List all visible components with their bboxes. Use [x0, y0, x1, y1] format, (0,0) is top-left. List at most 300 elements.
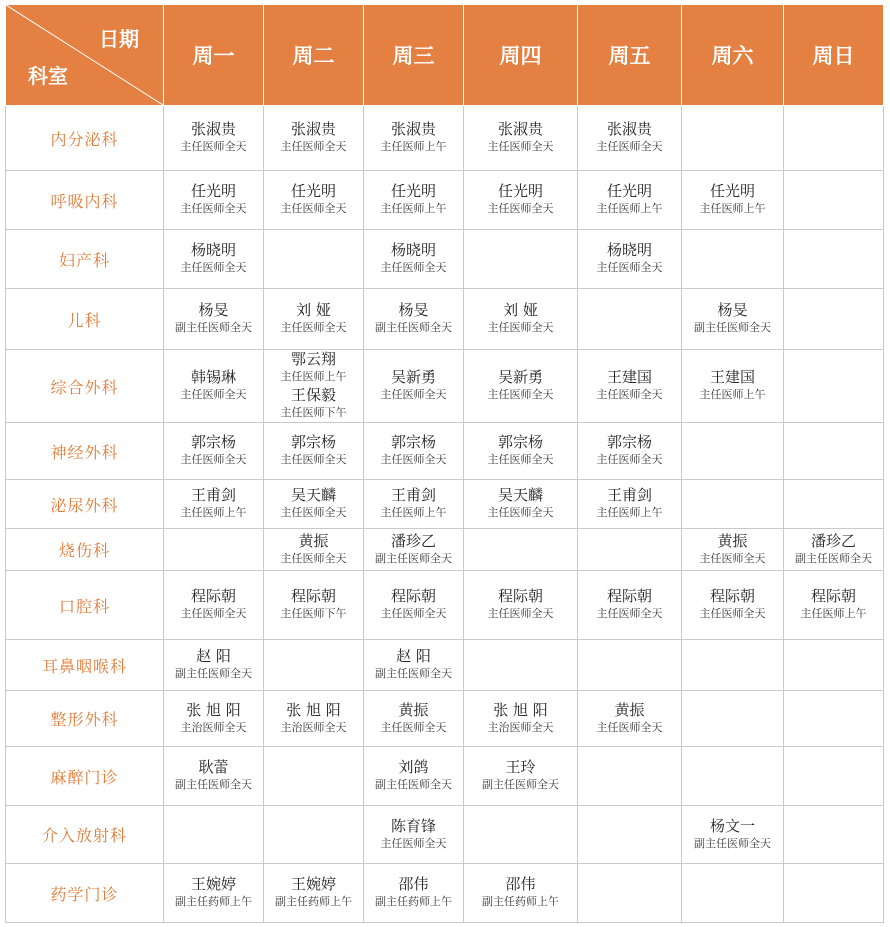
doctor-name: 吴新勇	[497, 368, 543, 386]
day-header-tue: 周二	[264, 5, 364, 106]
doctor-entry	[364, 647, 463, 683]
doctor-entry	[364, 182, 463, 218]
doctor-name: 赵 阳	[196, 647, 231, 665]
doctor-entry	[364, 875, 463, 911]
dept-cell: 综合外科	[6, 350, 164, 423]
doctor-title-session: 主任医师全天	[487, 506, 554, 519]
schedule-cell	[784, 864, 884, 923]
schedule-cell	[464, 864, 578, 923]
doctor-entry	[682, 368, 783, 404]
doctor-title-session: 副主任医师全天	[482, 778, 559, 791]
schedule-cell	[264, 571, 364, 640]
schedule-cell	[364, 106, 464, 171]
schedule-cell	[784, 747, 884, 806]
doctor-title-session: 主任医师上午	[596, 506, 663, 519]
doctor-title-session: 主任医师全天	[180, 453, 247, 466]
doctor-entry	[464, 120, 577, 156]
doctor-name: 王婉婷	[290, 875, 336, 893]
doctor-title-session: 副主任医师全天	[175, 667, 252, 680]
header-row	[6, 5, 884, 106]
doctor-entry	[464, 587, 577, 623]
schedule-cell	[464, 350, 578, 423]
schedule-cell	[578, 529, 682, 571]
day-header-sun: 周日	[784, 5, 884, 106]
doctor-title-session: 副主任药师上午	[175, 895, 252, 908]
doctor-name: 张淑贵	[606, 120, 652, 138]
dept-cell: 神经外科	[6, 423, 164, 480]
doctor-name: 杨晓明	[606, 241, 652, 259]
doctor-title-session: 主任医师上午	[380, 202, 447, 215]
doctor-entry	[784, 587, 883, 623]
doctor-title-session: 主任医师全天	[596, 388, 663, 401]
doctor-title-session: 副主任药师上午	[275, 895, 352, 908]
schedule-cell	[682, 350, 784, 423]
doctor-title-session: 主任医师全天	[699, 551, 766, 565]
doctor-title-session: 主任医师全天	[380, 261, 447, 274]
doctor-name: 任光明	[290, 182, 336, 200]
doctor-entry	[364, 587, 463, 623]
schedule-cell	[364, 350, 464, 423]
day-header-sat: 周六	[682, 5, 784, 106]
doctor-name: 程际朝	[810, 587, 856, 605]
doctor-entry	[164, 486, 263, 522]
doctor-name: 郭宗杨	[497, 433, 543, 451]
doctor-entry	[364, 758, 463, 794]
doctor-name: 程际朝	[606, 587, 652, 605]
doctor-title-session: 主治医师全天	[487, 720, 554, 734]
schedule-cell	[164, 289, 264, 350]
schedule-cell	[164, 230, 264, 289]
doctor-name: 张淑贵	[290, 120, 336, 138]
schedule-cell	[784, 171, 884, 230]
doctor-name: 潘珍乙	[810, 531, 856, 550]
doctor-entry	[264, 486, 363, 522]
schedule-cell	[264, 423, 364, 480]
doctor-name: 杨旻	[398, 301, 429, 319]
doctor-name: 王玲	[505, 758, 536, 776]
schedule-cell	[364, 230, 464, 289]
doctor-name: 郭宗杨	[190, 433, 236, 451]
doctor-name: 程际朝	[709, 587, 755, 605]
doctor-title-session: 主任医师全天	[380, 388, 447, 401]
doctor-title-session: 副主任医师全天	[375, 321, 452, 334]
doctor-title-session: 主任医师上午	[380, 506, 447, 519]
doctor-title-session: 主任医师全天	[699, 607, 766, 620]
doctor-entry	[364, 532, 463, 568]
doctor-entry	[464, 301, 577, 337]
schedule-cell	[164, 171, 264, 230]
doctor-name: 张 旭 阳	[186, 700, 241, 719]
doctor-entry	[164, 758, 263, 794]
dept-cell: 内分泌科	[6, 106, 164, 171]
dept-cell: 儿科	[6, 289, 164, 350]
table-row	[6, 106, 884, 171]
doctor-entry	[164, 301, 263, 337]
doctor-entry	[364, 701, 463, 737]
schedule-cell	[578, 106, 682, 171]
schedule-cell	[364, 691, 464, 747]
schedule-cell	[264, 480, 364, 529]
table-row	[6, 480, 884, 529]
doctor-entry	[164, 587, 263, 623]
schedule-cell	[264, 230, 364, 289]
schedule-cell	[578, 571, 682, 640]
schedule-cell	[264, 806, 364, 864]
table-row	[6, 640, 884, 691]
schedule-cell	[682, 571, 784, 640]
doctor-entry	[682, 587, 783, 623]
doctor-name: 黄振	[398, 700, 429, 719]
schedule-cell	[682, 480, 784, 529]
doctor-title-session: 副主任医师全天	[795, 551, 872, 565]
schedule-cell	[364, 529, 464, 571]
doctor-name: 张淑贵	[497, 120, 543, 138]
schedule-cell	[164, 571, 264, 640]
doctor-name: 刘鸽	[398, 758, 429, 776]
doctor-title-session: 主任医师全天	[596, 720, 663, 734]
schedule-cell	[264, 171, 364, 230]
doctor-entry	[464, 182, 577, 218]
doctor-title-session: 主任医师全天	[596, 261, 663, 274]
table-row	[6, 289, 884, 350]
schedule-cell	[364, 640, 464, 691]
doctor-entry	[464, 875, 577, 911]
doctor-entry	[264, 875, 363, 911]
doctor-entry	[264, 587, 363, 623]
doctor-name: 郭宗杨	[390, 433, 436, 451]
doctor-entry	[464, 433, 577, 469]
schedule-cell	[264, 350, 364, 423]
schedule-cell	[464, 529, 578, 571]
table-row	[6, 529, 884, 571]
doctor-title-session: 主任医师全天	[380, 453, 447, 466]
doctor-title-session: 主任医师全天	[596, 140, 663, 153]
doctor-name: 陈育锋	[390, 816, 436, 835]
doctor-title-session: 主任医师全天	[596, 453, 663, 466]
schedule-cell	[784, 480, 884, 529]
dept-cell: 妇产科	[6, 230, 164, 289]
dept-cell: 整形外科	[6, 691, 164, 747]
doctor-name: 杨晓明	[190, 241, 236, 259]
doctor-title-session: 主任医师全天	[280, 140, 347, 153]
schedule-cell	[682, 806, 784, 864]
doctor-title-session: 主任医师全天	[487, 140, 554, 153]
schedule-cell	[578, 171, 682, 230]
schedule-cell	[784, 691, 884, 747]
schedule-cell	[464, 571, 578, 640]
schedule-cell	[578, 747, 682, 806]
schedule-cell	[264, 106, 364, 171]
doctor-name: 任光明	[497, 182, 543, 200]
day-header-wed: 周三	[364, 5, 464, 106]
schedule-cell	[364, 423, 464, 480]
doctor-title-session: 主任医师全天	[280, 506, 347, 519]
doctor-entry	[164, 241, 263, 277]
day-header-mon: 周一	[164, 5, 264, 106]
schedule-cell	[682, 230, 784, 289]
schedule-cell	[682, 289, 784, 350]
schedule-cell	[364, 480, 464, 529]
schedule-cell	[682, 640, 784, 691]
doctor-entry	[364, 486, 463, 522]
table-row	[6, 806, 884, 864]
schedule-cell	[578, 350, 682, 423]
doctor-title-session: 主治医师全天	[180, 720, 247, 734]
doctor-entry	[464, 701, 577, 737]
doctor-title-session: 主任医师全天	[487, 607, 554, 620]
schedule-cell	[784, 640, 884, 691]
doctor-name: 杨旻	[198, 301, 229, 319]
schedule-cell	[784, 350, 884, 423]
schedule-cell	[784, 289, 884, 350]
doctor-title-session: 主任医师全天	[180, 607, 247, 620]
doctor-title-session: 副主任药师上午	[482, 895, 559, 908]
schedule-cell	[682, 864, 784, 923]
doctor-title-session: 主任医师上午	[380, 140, 447, 153]
doctor-name: 刘 娅	[503, 301, 538, 319]
schedule-cell	[264, 747, 364, 806]
schedule-cell	[264, 691, 364, 747]
doctor-entry	[164, 647, 263, 683]
doctor-name: 赵 阳	[396, 647, 431, 665]
doctor-title-session: 主任医师全天	[487, 202, 554, 215]
schedule-cell	[164, 747, 264, 806]
doctor-name: 吴天麟	[497, 486, 543, 504]
table-row	[6, 571, 884, 640]
dept-cell: 药学门诊	[6, 864, 164, 923]
doctor-title-session: 主任医师全天	[380, 720, 447, 734]
schedule-cell	[464, 423, 578, 480]
schedule-cell	[364, 864, 464, 923]
doctor-title-session: 主治医师全天	[280, 720, 347, 734]
doctor-name: 王建国	[709, 368, 755, 386]
doctor-title-session: 副主任药师上午	[375, 895, 452, 908]
doctor-name: 黄振	[614, 700, 645, 719]
doctor-title-session: 主任医师全天	[280, 321, 347, 334]
doctor-title-session: 主任医师全天	[280, 202, 347, 215]
doctor-name: 王甫剑	[190, 486, 236, 504]
doctor-entry	[578, 587, 681, 623]
schedule-cell	[164, 864, 264, 923]
doctor-name: 王甫剑	[390, 486, 436, 504]
schedule-cell	[464, 747, 578, 806]
schedule-cell	[682, 171, 784, 230]
doctor-entry	[364, 301, 463, 337]
doctor-name: 任光明	[190, 182, 236, 200]
doctor-title-session: 主任医师下午	[280, 406, 347, 419]
doctor-title-session: 主任医师全天	[280, 551, 347, 565]
dept-cell: 麻醉门诊	[6, 747, 164, 806]
doctor-entry	[264, 386, 363, 422]
doctor-title-session: 主任医师全天	[487, 321, 554, 334]
doctor-entry	[164, 368, 263, 404]
doctor-title-session: 主任医师上午	[699, 388, 766, 401]
doctor-name: 王建国	[606, 368, 652, 386]
table-row	[6, 691, 884, 747]
doctor-title-session: 主任医师上午	[596, 202, 663, 215]
doctor-title-session: 主任医师全天	[180, 202, 247, 215]
doctor-title-session: 副主任医师全天	[694, 836, 771, 850]
doctor-title-session: 主任医师上午	[699, 202, 766, 215]
schedule-cell	[784, 529, 884, 571]
schedule-cell	[464, 171, 578, 230]
schedule-cell	[164, 640, 264, 691]
doctor-name: 黄振	[298, 531, 329, 550]
doctor-entry	[364, 433, 463, 469]
doctor-title-session: 主任医师上午	[180, 506, 247, 519]
schedule-cell	[784, 106, 884, 171]
doctor-name: 黄振	[717, 531, 748, 550]
doctor-entry	[364, 368, 463, 404]
doctor-name: 程际朝	[190, 587, 236, 605]
doctor-title-session: 副主任医师全天	[175, 321, 252, 334]
doctor-name: 杨旻	[717, 301, 748, 319]
doctor-title-session: 主任医师下午	[280, 607, 347, 620]
doctor-entry	[164, 182, 263, 218]
schedule-cell	[682, 423, 784, 480]
doctor-name: 王保毅	[290, 386, 336, 404]
doctor-name: 程际朝	[390, 587, 436, 605]
doctor-entry	[464, 486, 577, 522]
doctor-entry	[578, 433, 681, 469]
doctor-entry	[364, 241, 463, 277]
doctor-title-session: 副主任医师全天	[694, 321, 771, 334]
doctor-title-session: 主任医师全天	[596, 607, 663, 620]
doctor-name: 耿蕾	[198, 758, 229, 776]
doctor-title-session: 主任医师上午	[800, 607, 867, 620]
doctor-name: 吴天麟	[290, 486, 336, 504]
doctor-entry	[464, 758, 577, 794]
schedule-cell	[682, 106, 784, 171]
doctor-name: 王婉婷	[190, 875, 236, 893]
schedule-cell	[164, 806, 264, 864]
schedule-cell	[578, 480, 682, 529]
schedule-table	[5, 4, 884, 923]
dept-cell: 呼吸内科	[6, 171, 164, 230]
schedule-cell	[464, 691, 578, 747]
doctor-name: 任光明	[390, 182, 436, 200]
doctor-title-session: 副主任医师全天	[375, 551, 452, 565]
doctor-entry	[578, 120, 681, 156]
schedule-cell	[264, 529, 364, 571]
doctor-entry	[264, 182, 363, 218]
doctor-title-session: 主任医师全天	[280, 453, 347, 466]
doctor-name: 张 旭 阳	[286, 700, 341, 719]
schedule-cell	[578, 691, 682, 747]
doctor-name: 张淑贵	[190, 120, 236, 138]
table-row	[6, 171, 884, 230]
schedule-cell	[682, 691, 784, 747]
doctor-entry	[164, 433, 263, 469]
corner-header	[6, 5, 164, 106]
dept-cell: 烧伤科	[6, 529, 164, 571]
doctor-entry	[682, 532, 783, 568]
doctor-name: 任光明	[606, 182, 652, 200]
dept-cell: 泌尿外科	[6, 480, 164, 529]
schedule-cell	[364, 747, 464, 806]
doctor-name: 杨文一	[709, 816, 755, 835]
schedule-cell	[578, 806, 682, 864]
table-row	[6, 423, 884, 480]
doctor-name: 程际朝	[290, 587, 336, 605]
doctor-name: 张淑贵	[390, 120, 436, 138]
doctor-name: 鄂云翔	[290, 350, 336, 368]
diagonal-divider	[6, 5, 163, 105]
doctor-entry	[682, 817, 783, 853]
doctor-name: 张 旭 阳	[493, 700, 548, 719]
schedule-cell	[578, 289, 682, 350]
doctor-entry	[464, 368, 577, 404]
dept-cell: 介入放射科	[6, 806, 164, 864]
doctor-title-session: 副主任医师全天	[175, 778, 252, 791]
schedule-cell	[164, 529, 264, 571]
doctor-title-session: 主任医师全天	[180, 388, 247, 401]
doctor-entry	[264, 532, 363, 568]
doctor-name: 韩锡琳	[190, 368, 236, 386]
schedule-cell	[364, 171, 464, 230]
doctor-entry	[164, 701, 263, 737]
schedule-cell	[682, 747, 784, 806]
schedule-cell	[464, 806, 578, 864]
schedule-cell	[264, 289, 364, 350]
doctor-entry	[578, 241, 681, 277]
schedule-cell	[682, 529, 784, 571]
doctor-title-session: 主任医师上午	[280, 370, 347, 383]
schedule-cell	[784, 571, 884, 640]
doctor-title-session: 主任医师全天	[180, 140, 247, 153]
doctor-entry	[578, 182, 681, 218]
doctor-entry	[682, 301, 783, 337]
doctor-title-session: 主任医师全天	[487, 453, 554, 466]
day-header-thu: 周四	[464, 5, 578, 106]
schedule-cell	[364, 571, 464, 640]
doctor-name: 刘 娅	[296, 301, 331, 319]
schedule-cell	[164, 480, 264, 529]
doctor-entry	[364, 120, 463, 156]
table-row	[6, 864, 884, 923]
doctor-title-session: 主任医师全天	[180, 261, 247, 274]
schedule-cell	[464, 230, 578, 289]
table-row	[6, 747, 884, 806]
doctor-entry	[164, 120, 263, 156]
doctor-title-session: 主任医师全天	[380, 836, 447, 850]
doctor-name: 郭宗杨	[606, 433, 652, 451]
doctor-entry	[264, 350, 363, 386]
doctor-entry	[364, 817, 463, 853]
day-header-fri: 周五	[578, 5, 682, 106]
table-row	[6, 230, 884, 289]
schedule-body	[6, 106, 884, 923]
doctor-entry	[578, 368, 681, 404]
schedule-cell	[364, 806, 464, 864]
doctor-entry	[264, 301, 363, 337]
doctor-title-session: 主任医师全天	[380, 607, 447, 620]
doctor-title-session: 副主任医师全天	[375, 778, 452, 791]
schedule-cell	[464, 480, 578, 529]
schedule-cell	[784, 806, 884, 864]
doctor-name: 任光明	[709, 182, 755, 200]
dept-cell: 耳鼻咽喉科	[6, 640, 164, 691]
schedule-cell	[784, 230, 884, 289]
doctor-entry	[578, 486, 681, 522]
doctor-title-session: 副主任医师全天	[375, 667, 452, 680]
schedule-cell	[164, 423, 264, 480]
doctor-entry	[264, 433, 363, 469]
doctor-name: 郭宗杨	[290, 433, 336, 451]
dept-cell: 口腔科	[6, 571, 164, 640]
doctor-name: 程际朝	[497, 587, 543, 605]
schedule-cell	[264, 640, 364, 691]
